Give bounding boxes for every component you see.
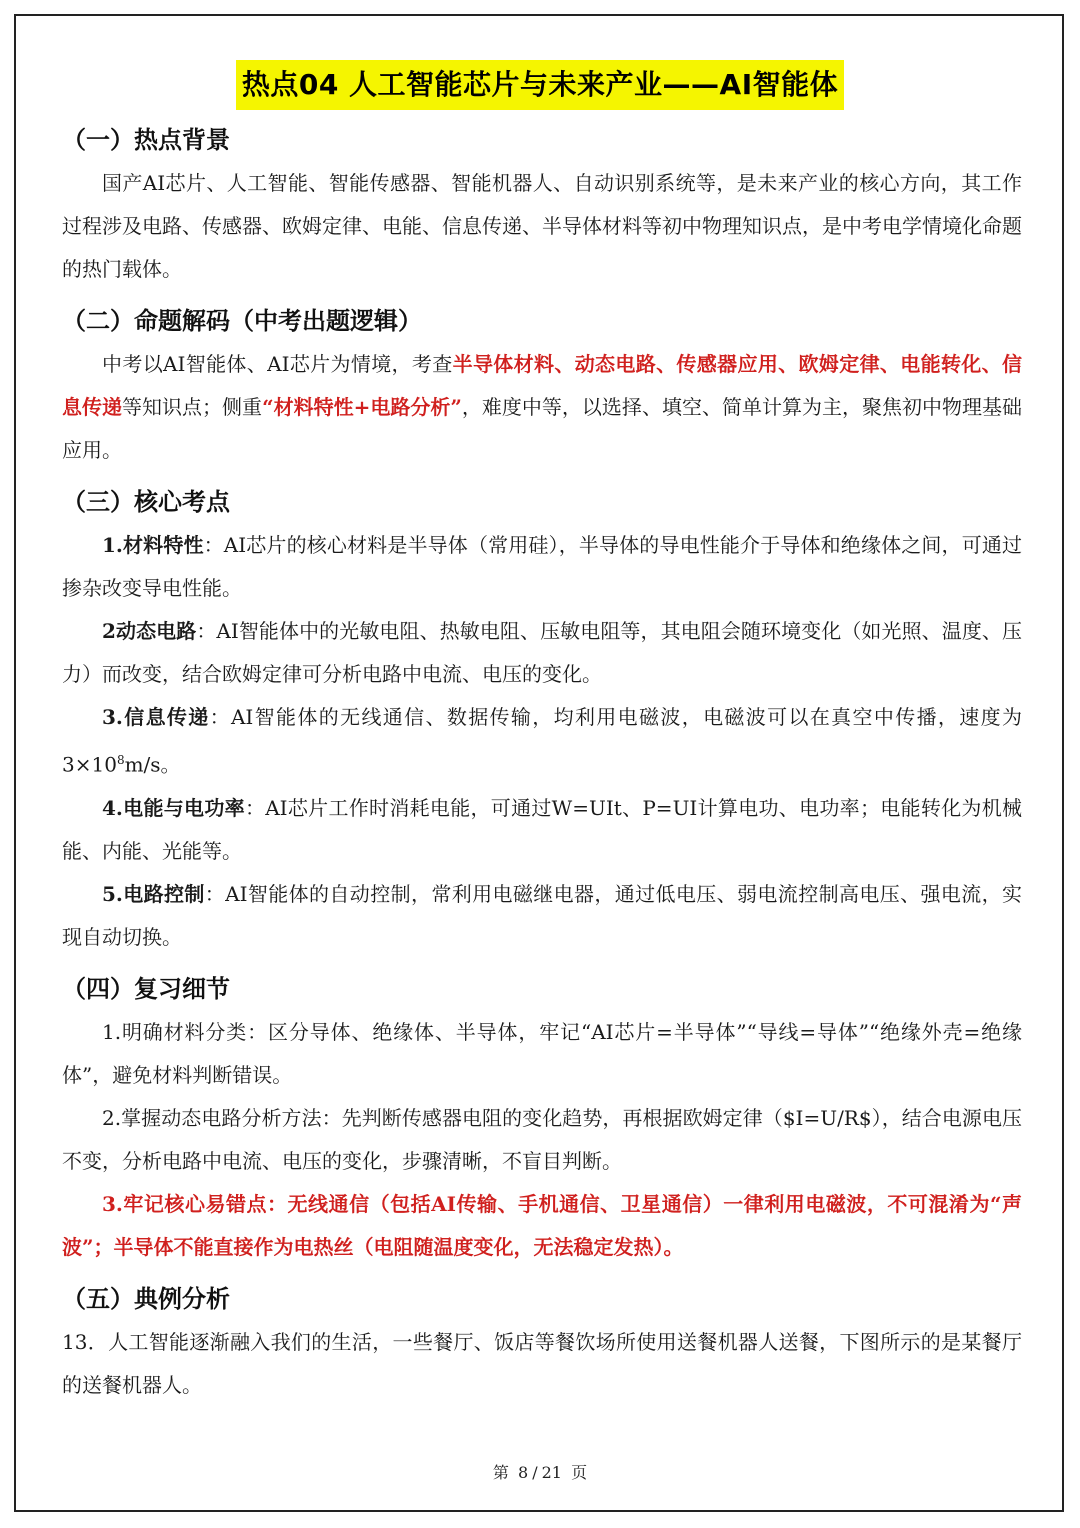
decode-highlight-topics: 半导体材料、动态电路、传感器应用、欧姆定律、电能转化、信息传递 xyxy=(62,352,1023,419)
section-heading-background: （一）热点背景 xyxy=(62,126,230,154)
example-question: 13．人工智能逐渐融入我们的生活，一些餐厅、饭店等餐饮场所使用送餐机器人送餐，下图所示的是某餐厅的送餐机器人。 xyxy=(62,1329,1022,1397)
core-point-3-tail: m/s。 xyxy=(124,752,181,777)
core-point-4 xyxy=(62,787,1022,873)
section-heading-example: （五）典例分析 xyxy=(62,1284,230,1313)
decode-paragraph xyxy=(62,343,1022,472)
page-number-pre: 第 xyxy=(492,1463,509,1482)
core-point-1-lead: 1.材料特性 xyxy=(102,533,204,557)
review-item-1: 1.明确材料分类：区分导体、绝缘体、半导体，牢记“AI芯片=半导体”“导线=导体”“绝缘外壳=绝缘体”，避免材料判断错误。 xyxy=(62,1019,1022,1087)
page-title: 热点04 人工智能芯片与未来产业——AI智能体 xyxy=(236,60,844,110)
page-number-sep: / xyxy=(532,1463,538,1482)
section-decode xyxy=(62,299,1022,472)
decode-text-post: ，难度中等，以选择、填空、简单计算为主，聚焦初中物理基础应用。 xyxy=(62,395,1023,462)
title-wrap xyxy=(0,60,1080,110)
core-point-4-text: ：AI芯片工作时消耗电能，可通过W=UIt、P=UI计算电功、电功率；电能转化为机械能、内能、光能等。 xyxy=(62,795,1023,863)
core-point-2-text: ：AI智能体中的光敏电阻、热敏电阻、压敏电阻等，其电阻会随环境变化（如光照、温度、压力）而改变，结合欧姆定律可分析电路中电流、电压的变化。 xyxy=(62,619,1023,686)
section-heading-decode: （二）命题解码（中考出题逻辑） xyxy=(62,307,422,335)
document-body xyxy=(62,118,1022,1415)
core-point-5-text: ：AI智能体的自动控制，常利用电磁继电器，通过低电压、弱电流控制高电压、强电流，实现自动切换。 xyxy=(62,881,1023,949)
decode-highlight-focus: “材料特性+电路分析” xyxy=(262,395,462,419)
page-number xyxy=(0,1460,1080,1483)
decode-text-mid: 等知识点；侧重 xyxy=(122,395,263,419)
core-point-5 xyxy=(62,873,1022,959)
background-paragraph: 国产AI芯片、人工智能、智能传感器、智能机器人、自动识别系统等，是未来产业的核心方向，其工作过程涉及电路、传感器、欧姆定律、电能、信息传递、半导体材料等初中物理知识点，是中考电学情境化命题的热门载体。 xyxy=(62,171,1022,281)
core-point-4-lead: 4.电能与电功率 xyxy=(102,795,245,820)
section-review xyxy=(62,967,1022,1269)
section-example xyxy=(62,1277,1022,1407)
decode-text-pre: 中考以AI智能体、AI芯片为情境，考查 xyxy=(102,352,453,376)
section-heading-core-points: （三）核心考点 xyxy=(62,488,230,516)
review-item-3: 3.牢记核心易错点：无线通信（包括AI传输、手机通信、卫星通信）一律利用电磁波，不可混淆为“声波”；半导体不能直接作为电热丝（电阻随温度变化，无法稳定发热）。 xyxy=(62,1191,1022,1259)
core-point-3-text: ：AI智能体的无线通信、数据传输，均利用电磁波，电磁波可以在真空中传播，速度为3×10 xyxy=(62,705,1022,777)
section-background xyxy=(62,118,1022,291)
page-number-post: 页 xyxy=(571,1463,588,1482)
page-number-current: 8 xyxy=(518,1463,529,1482)
core-point-3 xyxy=(62,696,1022,787)
core-point-3-exponent: 8 xyxy=(116,753,125,767)
section-heading-review: （四）复习细节 xyxy=(62,974,230,1003)
core-point-2-lead: 2动态电路 xyxy=(102,619,197,643)
core-point-5-lead: 5.电路控制 xyxy=(102,881,205,906)
review-item-2: 2.掌握动态电路分析方法：先判断传感器电阻的变化趋势，再根据欧姆定律（$I=U/R$），结合电源电压不变，分析电路中电流、电压的变化，步骤清晰，不盲目判断。 xyxy=(62,1105,1022,1173)
section-core-points xyxy=(62,480,1022,959)
core-point-1 xyxy=(62,524,1022,610)
core-point-2 xyxy=(62,610,1022,696)
core-point-1-text: ：AI芯片的核心材料是半导体（常用硅），半导体的导电性能介于导体和绝缘体之间，可通过掺杂改变导电性能。 xyxy=(62,533,1022,600)
page-number-total: 21 xyxy=(541,1463,562,1482)
core-point-3-lead: 3.信息传递 xyxy=(102,705,210,729)
